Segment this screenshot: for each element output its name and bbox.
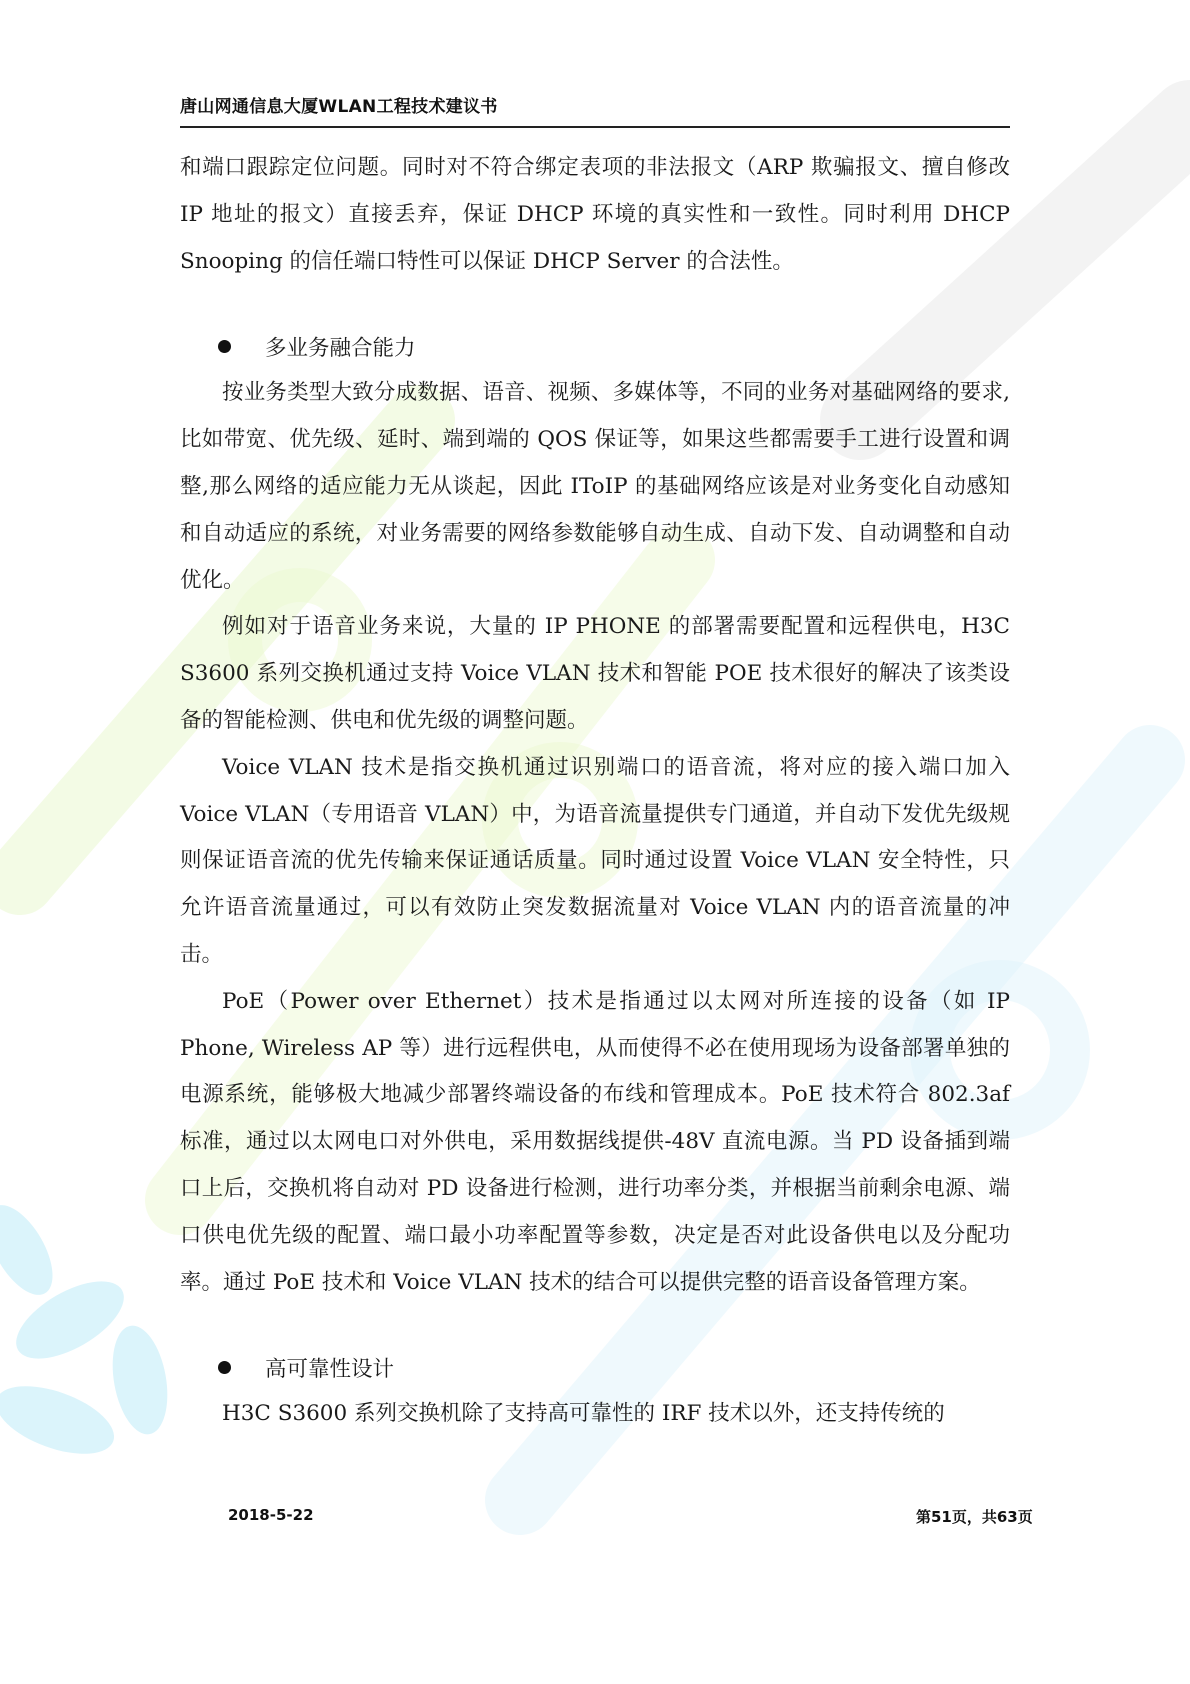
section-heading: 高可靠性设计 [265,1357,395,1383]
footer-page-number: 第51页，共63页 [916,1508,1033,1526]
spacer [180,1306,1010,1344]
spacer [180,285,1010,323]
section-bullet-multi-service [180,323,1010,370]
document-header-title: 唐山网通信息大厦WLAN工程技术建议书 [180,97,498,117]
header-divider [180,126,1010,128]
footer-date: 2018-5-22 [228,1506,314,1524]
paragraph: PoE（Power over Ethernet）技术是指通过以太网对所连接的设备（如 IP Phone, Wireless AP 等）进行远程供电，从而使得不必在使用现场为设备部署单独的电源系统，能够极大地减少部署终端设备的布线和管理成本。PoE 技术符合 802.3af 标准，通过以太网电口对外供电，采用数据线提供-48V 直流电源。当 PD 设备插到端口上后，交换机将自动对 PD 设备进行检测，进行功率分类，并根据当前剩余电源、端口供电优先级的配置、端口最小功率配置等参数，决定是否对此设备供电以及分配功率。通过 PoE 技术和 Voice VLAN 技术的结合可以提供完整的语音设备管理方案。 [180,988,1010,1295]
paragraph: Voice VLAN 技术是指交换机通过识别端口的语音流，将对应的接入端口加入 Voice VLAN（专用语音 VLAN）中，为语音流量提供专门通道，并自动下发优先级规则保证语音流的优先传输来保证通话质量。同时通过设置 Voice VLAN 安全特性，只允许语音流量通过，可以有效防止突发数据流量对 Voice VLAN 内的语音流量的冲击。 [180,754,1010,967]
paragraph-continuation: 和端口跟踪定位问题。同时对不符合绑定表项的非法报文（ARP 欺骗报文、擅自修改 IP 地址的报文）直接丢弃，保证 DHCP 环境的真实性和一致性。同时利用 DHCP Snooping 的信任端口特性可以保证 DHCP Server 的合法性。 [180,155,1010,274]
paragraph: H3C S3600 系列交换机除了支持高可靠性的 IRF 技术以外，还支持传统的 [222,1401,945,1427]
bullet-icon [218,1361,231,1374]
paragraph: 例如对于语音业务来说，大量的 IP PHONE 的部署需要配置和远程供电，H3C S3600 系列交换机通过支持 Voice VLAN 技术和智能 POE 技术很好的解决了该类设备的智能检测、供电和优先级的调整问题。 [180,614,1010,733]
paragraph: 按业务类型大致分成数据、语音、视频、多媒体等，不同的业务对基础网络的要求,比如带宽、优先级、延时、端到端的 QOS 保证等，如果这些都需要手工进行设置和调整,那么网络的适应能力无从谈起，因此 IToIP 的基础网络应该是对业务变化自动感知和自动适应的系统，对业务需要的网络参数能够自动生成、自动下发、自动调整和自动优化。 [180,380,1010,593]
section-bullet-high-reliability [180,1344,1010,1391]
bullet-icon [218,340,231,353]
section-heading: 多业务融合能力 [265,336,416,362]
document-body [180,145,1010,1438]
